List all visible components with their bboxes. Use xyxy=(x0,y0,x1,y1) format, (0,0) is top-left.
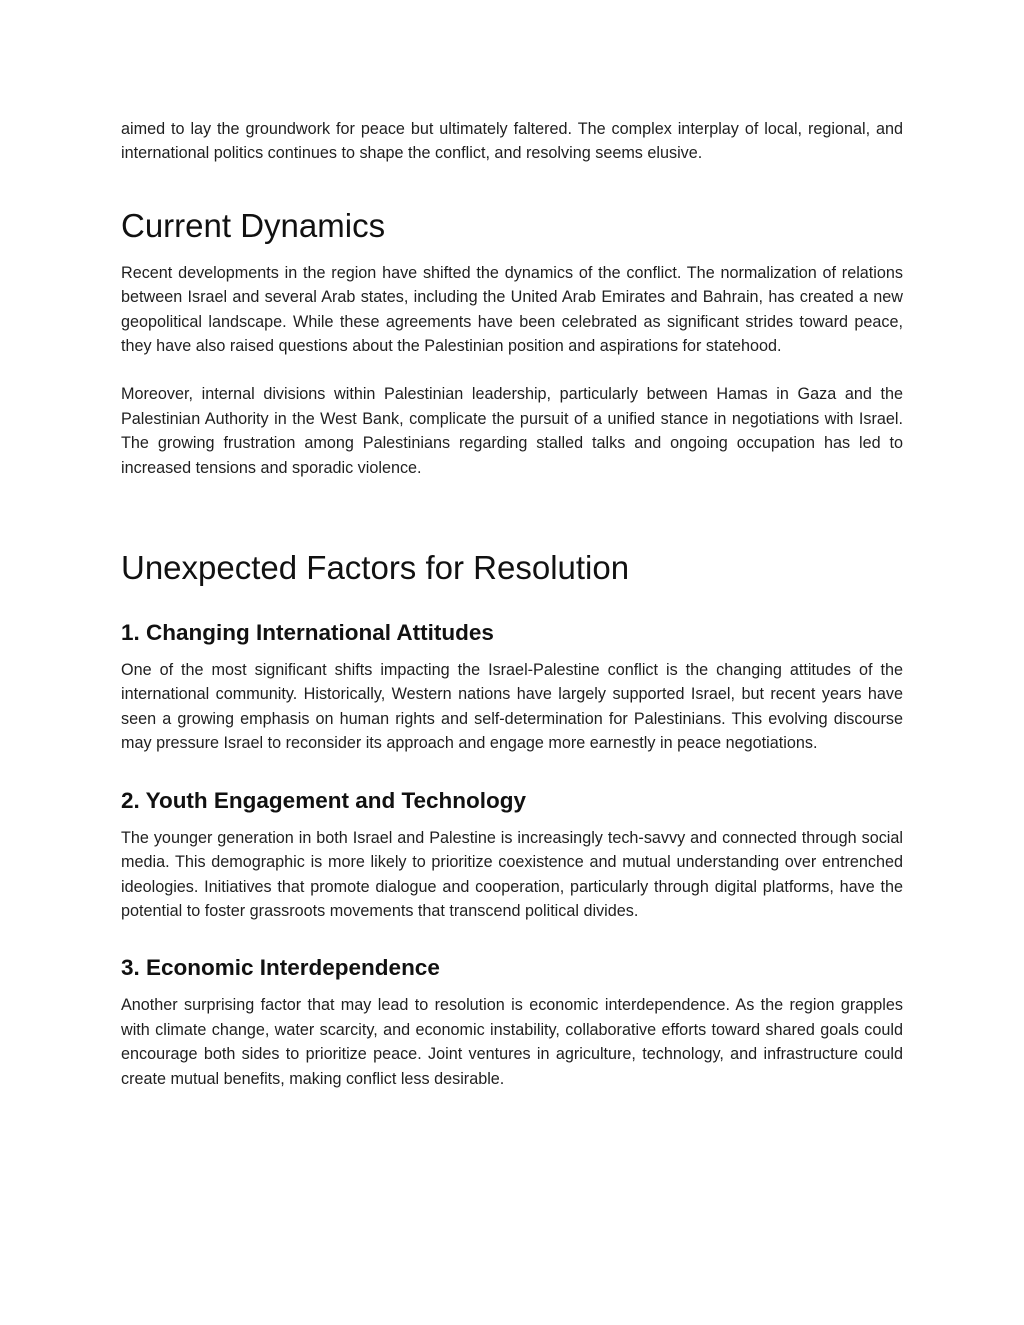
current-dynamics-paragraph-1: Recent developments in the region have shifted the dynamics of the conflict. The normalization of relations between Israel and several Arab states, including the United Arab Emirates and Bahrain, has created a new geopolitical landscape. While these agreements have been celebrated as significant strides toward peace, they have also raised questions about the Palestinian position and aspirations for statehood. xyxy=(121,263,903,356)
unexpected-factors-heading: Unexpected Factors for Resolution xyxy=(121,549,630,587)
factor-1-heading: 1. Changing International Attitudes xyxy=(121,620,494,646)
intro-paragraph: aimed to lay the groundwork for peace but ultimately faltered. The complex interplay of local, regional, and international politics continues to shape the conflict, and resolving seems elusive. xyxy=(121,120,903,163)
current-dynamics-heading: Current Dynamics xyxy=(121,206,386,244)
factor-2-heading: 2. Youth Engagement and Technology xyxy=(121,787,527,813)
current-dynamics-paragraph-2: Moreover, internal divisions within Palestinian leadership, particularly between Hamas in Gaza and the Palestinian Authority in the West Bank, complicate the pursuit of a unified stance in negotiations with Israel. The growing frustration among Palestinians regarding stalled talks and ongoing occupation has led to increased tensions and sporadic violence. xyxy=(121,385,903,477)
document-page xyxy=(121,117,903,1091)
factor-1-paragraph: One of the most significant shifts impacting the Israel-Palestine conflict is the changing attitudes of the international community. Historically, Western nations have largely supported Israel, but recent years have seen a growing emphasis on human rights and self-determination for Palestinians. This evolving discourse may pressure Israel to reconsider its approach and engage more earnestly in peace negotiations. xyxy=(121,661,903,753)
factor-3-paragraph: Another surprising factor that may lead to resolution is economic interdependence. As the region grapples with climate change, water scarcity, and economic instability, collaborative efforts toward shared goals could encourage both sides to prioritize peace. Joint ventures in agriculture, technology, and infrastructure could create mutual benefits, making conflict less desirable. xyxy=(121,996,903,1088)
factor-2-paragraph: The younger generation in both Israel and Palestine is increasingly tech-savvy and connected through social media. This demographic is more likely to prioritize coexistence and mutual understanding over entrenched ideologies. Initiatives that promote dialogue and cooperation, particularly through digital platforms, have the potential to foster grassroots movements that transcend political divides. xyxy=(121,828,903,920)
factor-3-heading: 3. Economic Interdependence xyxy=(121,955,440,981)
